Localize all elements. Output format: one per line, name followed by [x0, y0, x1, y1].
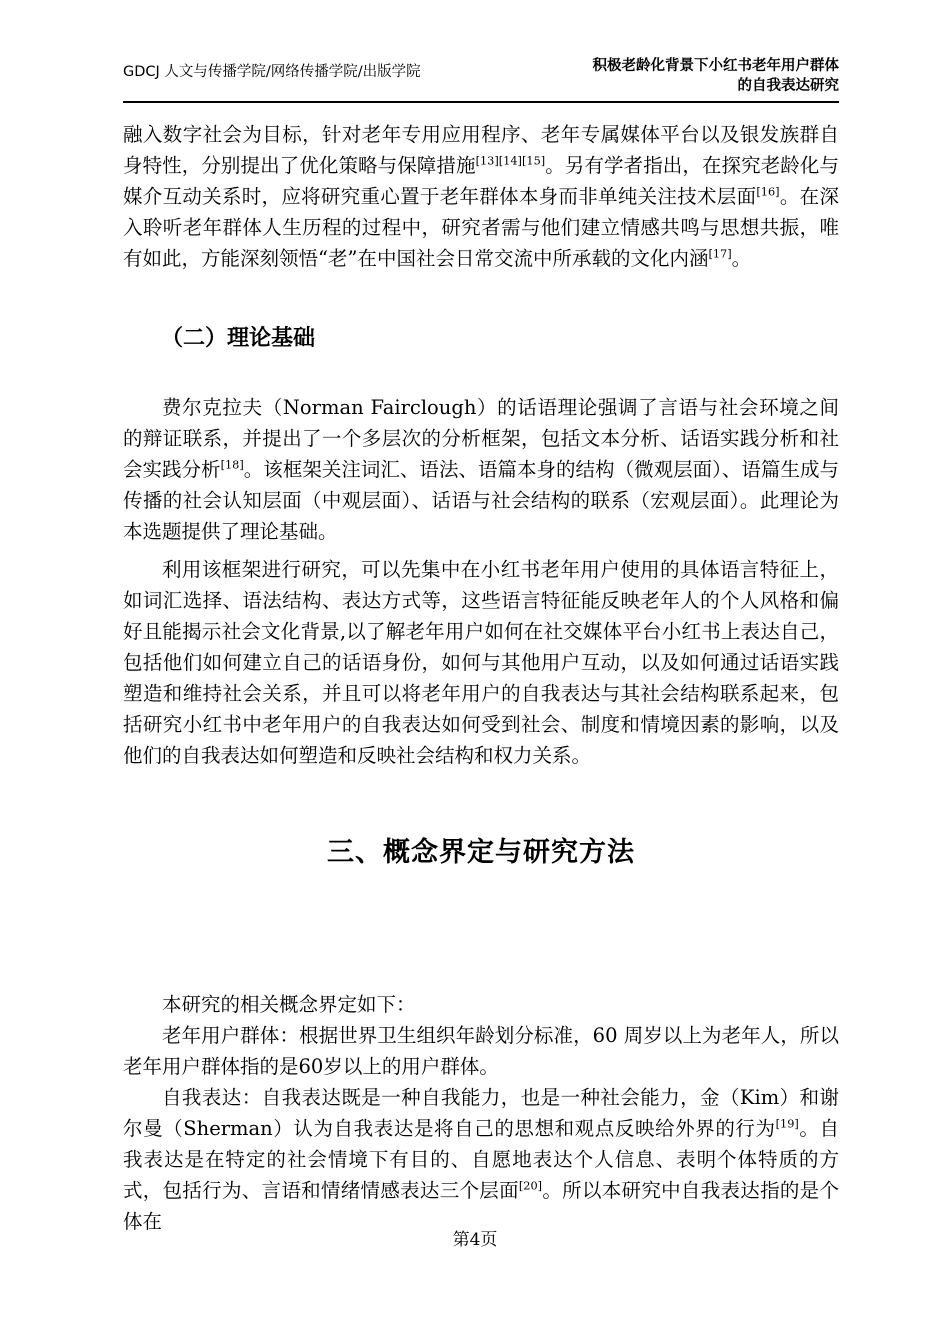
- methods-paragraph-2: 老年用户群体：根据世界卫生组织年龄划分标准，60 周岁以上为老年人，所以老年用户群体指的是60岁以上的用户群体。: [123, 1024, 839, 1078]
- header-thesis-title: [593, 56, 840, 96]
- literature-continued-paragraph: 融入数字社会为目标，针对老年专用应用程序、老年专属媒体平台以及银发族群自身特性，分别提出了优化策略与保障措施[13][14][15]。另有学者指出，在探究老龄化与媒介互动关系时，应将研究重心置于老年群体本身而非单纯关注技术层面[16]。在深入聆听老年群体人生历程的过程中，研究者需与他们建立情感共鸣与思想共振，唯有如此，方能深刻领悟“老”在中国社会日常交流中所承载的文化内涵[17]。: [123, 123, 839, 270]
- header-thesis-title-line1: 积极老龄化背景下小红书老年用户群体: [592, 58, 839, 74]
- methods-chapter-heading: 三、概念界定与研究方法: [327, 837, 635, 868]
- methods-paragraph-1: 本研究的相关概念界定如下：: [162, 993, 416, 1016]
- methods-paragraph-3: 自我表达：自我表达既是一种自我能力，也是一种社会能力，金（Kim）和谢尔曼（Sherman）认为自我表达是将自己的思想和观点反映给外界的行为[19]。自我表达是在特定的社会情境下有目的、自愿地表达个人信息、表明个体特质的方式，包括行为、言语和情绪情感表达三个层面[20]。所以本研究中自我表达指的是个体在: [123, 1086, 839, 1233]
- theory-section-heading: （二）理论基础: [161, 326, 316, 351]
- header-thesis-title-line2: 的自我表达研究: [737, 78, 839, 94]
- document-body: [123, 119, 839, 1237]
- header-school-name: GDCJ 人文与传播学院/网络传播学院/出版学院: [123, 64, 421, 80]
- theory-paragraph-2: 利用该框架进行研究，可以先集中在小红书老年用户使用的具体语言特征上，如词汇选择、语法结构、表达方式等，这些语言特征能反映老年人的个人风格和偏好且能揭示社会文化背景,以了解老年用户如何在社交媒体平台小红书上表达自己，包括他们如何建立自己的话语身份，如何与其他用户互动，以及如何通过话语实践塑造和维持社会关系，并且可以将老年用户的自我表达与其社会结构联系起来，包括研究小红书中老年用户的自我表达如何受到社会、制度和情境因素的影响，以及他们的自我表达如何塑造和反映社会结构和权力关系。: [123, 558, 839, 767]
- page-number: 第4页: [452, 1230, 498, 1250]
- page-header: [123, 0, 839, 103]
- theory-paragraph-1: 费尔克拉夫（Norman Fairclough）的话语理论强调了言语与社会环境之间的辩证联系，并提出了一个多层次的分析框架，包括文本分析、话语实践分析和社会实践分析[18]。该框架关注词汇、语法、语篇本身的结构（微观层面）、语篇生成与传播的社会认知层面（中观层面）、话语与社会结构的联系（宏观层面）。此理论为本选题提供了理论基础。: [123, 396, 839, 543]
